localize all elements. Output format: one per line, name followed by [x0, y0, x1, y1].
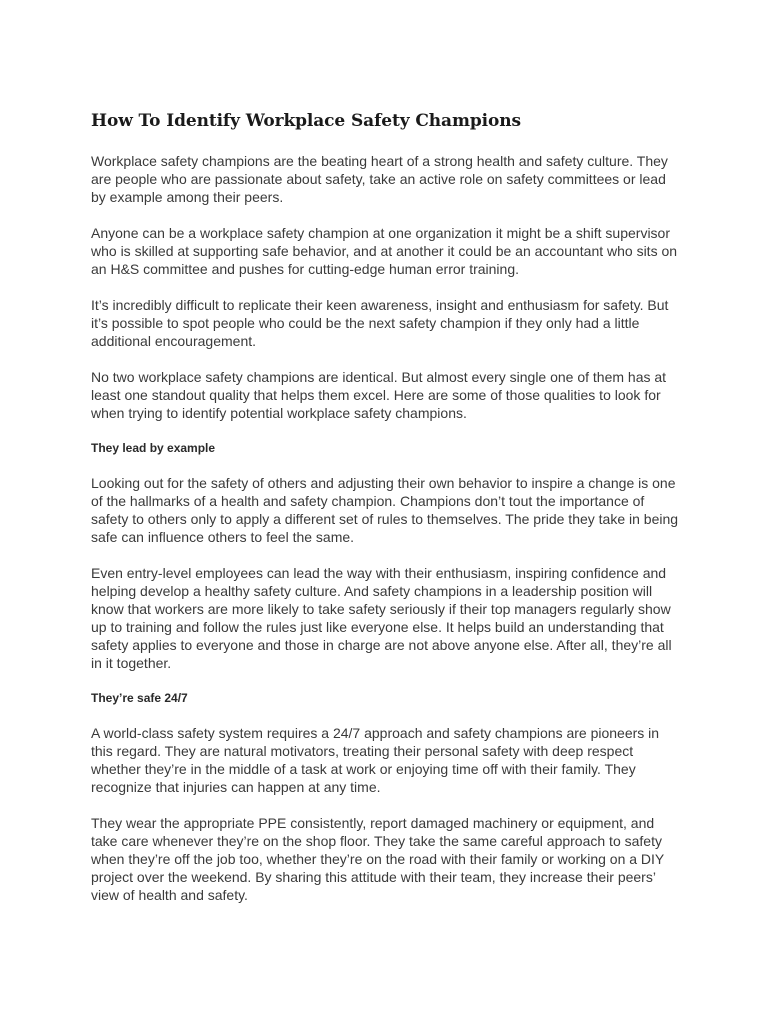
page-title: How To Identify Workplace Safety Champions: [91, 111, 521, 131]
section-2-paragraph-2: They wear the appropriate PPE consistently, report damaged machinery or equipment, and take care whenever they’re on the shop floor. They take the same careful approach to safety when they’re off the job too, whether they’re on the road with their family or working on a DIY project over the weekend. By sharing this attitude with their team, they increase their peers’ view of health and safety.: [91, 815, 665, 903]
section-heading-safe-24-7: They’re safe 24/7: [91, 691, 188, 705]
section-2-paragraph-1: A world-class safety system requires a 24/7 approach and safety champions are pioneers in this regard. They are natural motivators, treating their personal safety with deep respect whether they’re in the middle of a task at work or enjoying time off with their family. They recognize that injuries can happen at any time.: [91, 725, 660, 795]
document-body: [91, 110, 681, 922]
intro-paragraph-3: It’s incredibly difficult to replicate their keen awareness, insight and enthusiasm for safety. But it’s possible to spot people who could be the next safety champion if they only had a little additional encouragement.: [91, 297, 669, 349]
section-1-paragraph-1: Looking out for the safety of others and adjusting their own behavior to inspire a change is one of the hallmarks of a health and safety champion. Champions don’t tout the importance of safety to others only to apply a different set of rules to themselves. The pride they take in being safe can influence others to feel the same.: [91, 475, 679, 545]
intro-paragraph-1: Workplace safety champions are the beating heart of a strong health and safety culture. They are people who are passionate about safety, take an active role on safety committees or lead by example among their peers.: [91, 153, 668, 205]
intro-paragraph-2: Anyone can be a workplace safety champion at one organization it might be a shift supervisor who is skilled at supporting safe behavior, and at another it could be an accountant who sits on an H&S committee and pushes for cutting-edge human error training.: [91, 225, 678, 277]
section-heading-lead-by-example: They lead by example: [91, 441, 216, 455]
intro-paragraph-4: No two workplace safety champions are identical. But almost every single one of them has at least one standout quality that helps them excel. Here are some of those qualities to look for when trying to identify potential workplace safety champions.: [91, 369, 667, 421]
section-1-paragraph-2: Even entry-level employees can lead the way with their enthusiasm, inspiring confidence and helping develop a healthy safety culture. And safety champions in a leadership position will know that workers are more likely to take safety seriously if their top managers regularly show up to training and follow the rules just like everyone else. It helps build an understanding that safety applies to everyone and those in charge are not above anyone else. After all, they’re all in it together.: [91, 565, 672, 671]
